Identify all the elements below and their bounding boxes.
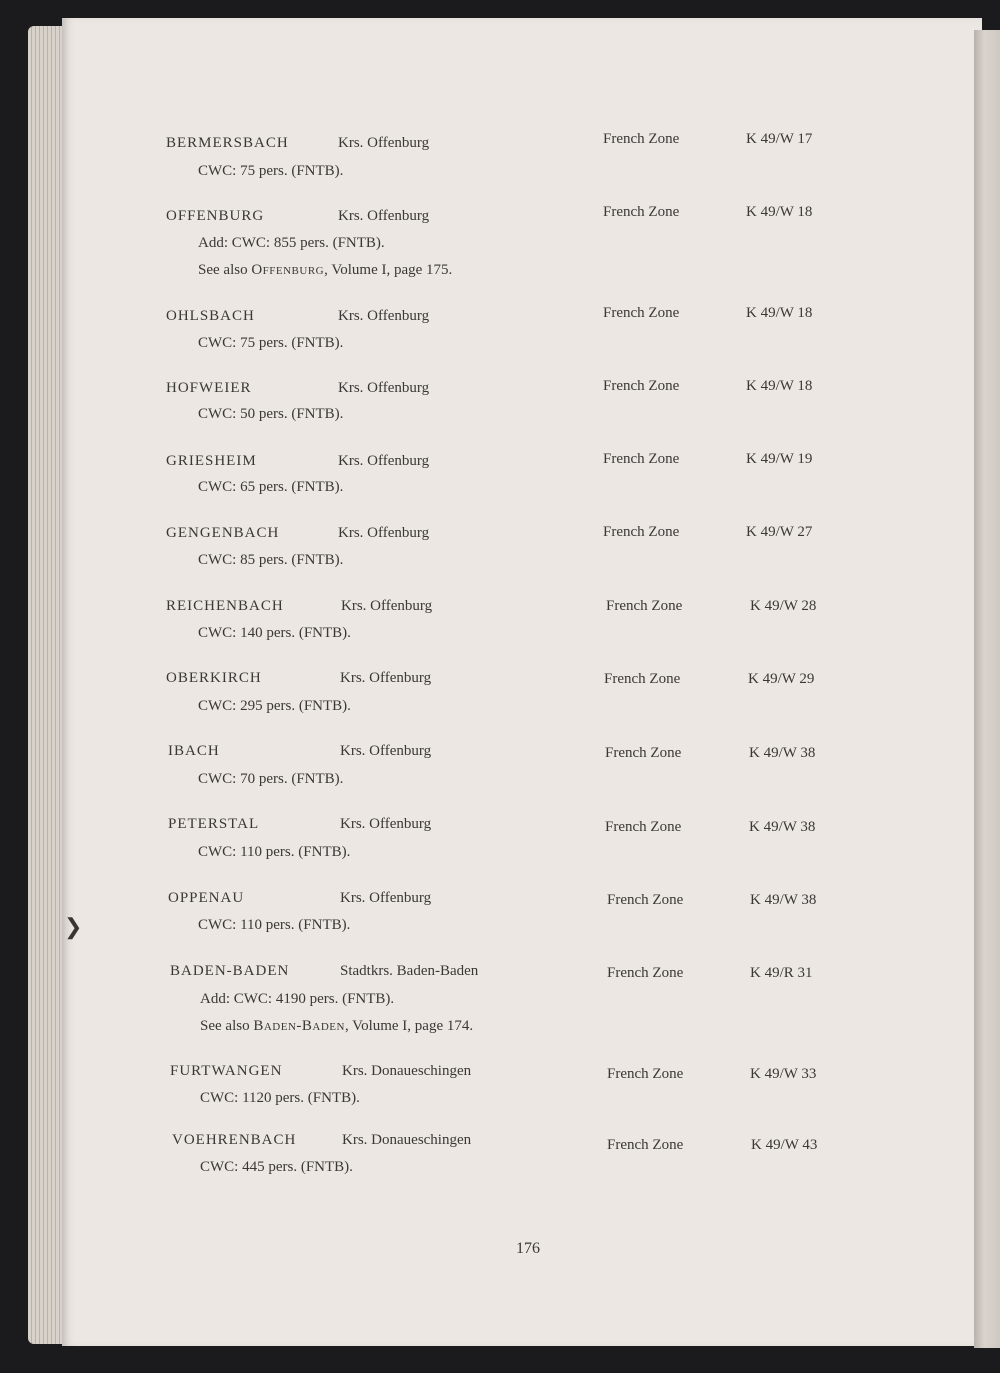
entry-zone: French Zone (603, 305, 680, 321)
entry-detail: Add: CWC: 4190 pers. (FNTB). (200, 991, 395, 1007)
entry-place: OBERKIRCH (166, 670, 262, 686)
entry-place: BERMERSBACH (166, 135, 289, 151)
entry-place: OFFENBURG (166, 208, 265, 224)
entry-ref: K 49/R 31 (750, 965, 813, 981)
page-number: 176 (516, 1240, 540, 1257)
entry-detail: CWC: 70 pers. (FNTB). (198, 771, 344, 787)
see-also-prefix: See also (200, 1018, 254, 1034)
page-tab-mark: ❯ (64, 914, 83, 939)
entry-zone: French Zone (605, 745, 682, 761)
entry-place: GRIESHEIM (166, 453, 257, 469)
entry-ref: K 49/W 28 (750, 598, 817, 614)
entry-district: Krs. Offenburg (340, 670, 432, 686)
entry-zone: French Zone (603, 524, 680, 540)
entry-ref: K 49/W 38 (750, 892, 817, 908)
entry-place: VOEHRENBACH (172, 1132, 297, 1148)
entry-detail: CWC: 140 pers. (FNTB). (198, 625, 351, 641)
entry-ref: K 49/W 19 (746, 451, 813, 467)
entry-zone: French Zone (607, 1066, 684, 1082)
entry-district: Krs. Offenburg (340, 816, 432, 832)
entry-ref: K 49/W 18 (746, 378, 813, 394)
entry-zone: French Zone (603, 204, 680, 220)
entry-detail: CWC: 445 pers. (FNTB). (200, 1159, 353, 1175)
entry-see-also (198, 261, 452, 279)
entry-zone: French Zone (603, 131, 680, 147)
entry-district: Krs. Offenburg (338, 525, 430, 541)
see-also-suffix: , Volume I, page 174. (344, 1018, 474, 1034)
entry-detail: CWC: 75 pers. (FNTB). (198, 163, 344, 179)
entry-ref: K 49/W 38 (749, 745, 816, 761)
entry-district: Krs. Offenburg (338, 308, 430, 324)
entry-ref: K 49/W 18 (746, 305, 813, 321)
entry-district: Krs. Offenburg (338, 453, 430, 469)
entry-see-also (200, 1017, 473, 1035)
see-also-name: Baden-Baden (253, 1018, 345, 1034)
entry-detail: CWC: 85 pers. (FNTB). (198, 552, 344, 568)
entry-zone: French Zone (606, 598, 683, 614)
entry-ref: K 49/W 27 (746, 524, 813, 540)
entry-district: Krs. Donaueschingen (342, 1063, 472, 1079)
entry-zone: French Zone (607, 892, 684, 908)
entry-zone: French Zone (605, 819, 682, 835)
entry-district: Krs. Offenburg (340, 890, 432, 906)
entry-ref: K 49/W 38 (749, 819, 816, 835)
entry-place: OPPENAU (168, 890, 245, 906)
entry-zone: French Zone (603, 378, 680, 394)
entry-place: PETERSTAL (168, 816, 260, 832)
entry-ref: K 49/W 43 (751, 1137, 818, 1153)
entry-zone: French Zone (604, 671, 681, 687)
entry-detail: CWC: 110 pers. (FNTB). (198, 844, 351, 860)
entry-detail: CWC: 50 pers. (FNTB). (198, 406, 344, 422)
entry-district: Krs. Offenburg (338, 135, 430, 151)
see-also-suffix: , Volume I, page 175. (324, 262, 453, 278)
entry-place: BADEN-BADEN (170, 963, 290, 979)
entry-place: GENGENBACH (166, 525, 280, 541)
entry-zone: French Zone (607, 965, 684, 981)
entry-district: Krs. Donaueschingen (342, 1132, 472, 1148)
entry-detail: CWC: 295 pers. (FNTB). (198, 698, 351, 714)
entry-district: Stadtkrs. Baden-Baden (340, 963, 479, 979)
entry-ref: K 49/W 33 (750, 1066, 817, 1082)
entry-district: Krs. Offenburg (338, 208, 430, 224)
entry-place: HOFWEIER (166, 380, 252, 396)
entry-detail: CWC: 1120 pers. (FNTB). (200, 1090, 360, 1106)
entry-zone: French Zone (603, 451, 680, 467)
entry-ref: K 49/W 18 (746, 204, 813, 220)
entry-zone: French Zone (607, 1137, 684, 1153)
see-also-prefix: See also (198, 262, 252, 278)
entry-place: OHLSBACH (166, 308, 255, 324)
entry-detail: Add: CWC: 855 pers. (FNTB). (198, 235, 385, 251)
entry-district: Krs. Offenburg (341, 598, 433, 614)
entry-detail: CWC: 65 pers. (FNTB). (198, 479, 344, 495)
entry-ref: K 49/W 29 (748, 671, 815, 687)
entry-district: Krs. Offenburg (340, 743, 432, 759)
entry-place: IBACH (168, 743, 220, 759)
entry-ref: K 49/W 17 (746, 131, 813, 147)
entry-detail: CWC: 75 pers. (FNTB). (198, 335, 344, 351)
see-also-name: Offenburg (251, 262, 325, 278)
entry-place: REICHENBACH (166, 598, 284, 614)
entry-place: FURTWANGEN (170, 1063, 283, 1079)
entry-district: Krs. Offenburg (338, 380, 430, 396)
entry-detail: CWC: 110 pers. (FNTB). (198, 917, 351, 933)
